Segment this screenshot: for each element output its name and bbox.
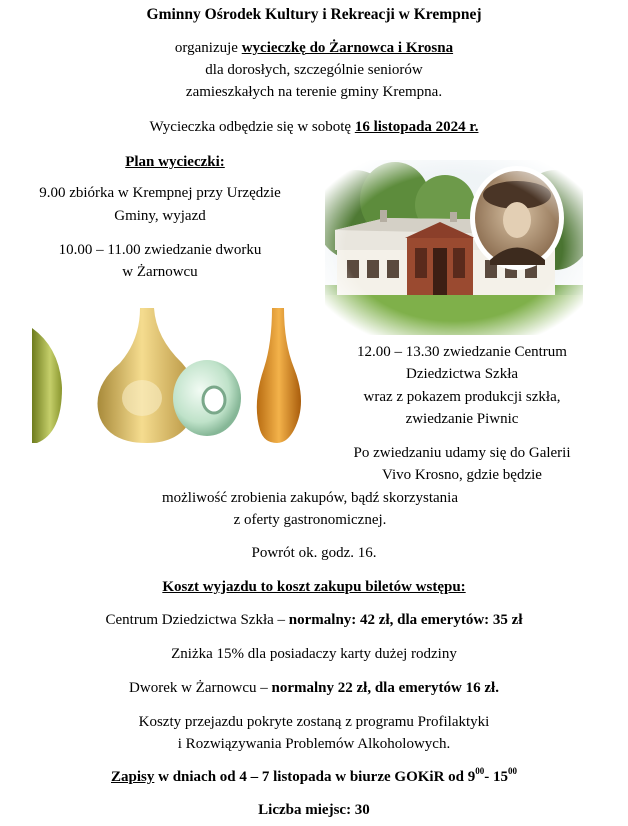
plan-item-2-line-2: w Żarnowcu bbox=[122, 264, 198, 280]
signup-details: w dniach od 4 – 7 listopada w biurze GOKiR od 9 bbox=[154, 769, 476, 785]
cost-manor-prices: normalny 22 zł, dla emerytów 16 zł. bbox=[271, 680, 499, 696]
cost-manor bbox=[0, 678, 628, 699]
plan-item-1-line-1: 9.00 zbiórka w Krempnej przy Urzędzie bbox=[39, 185, 281, 201]
plan-item-4-line-1: Po zwiedzaniu udamy się do Galerii bbox=[353, 445, 571, 461]
plan-item-3-line-4: zwiedzanie Piwnic bbox=[405, 411, 519, 427]
cost-glass-label: Centrum Dziedzictwa Szkła – bbox=[105, 612, 289, 628]
signup-line bbox=[0, 767, 628, 788]
places-count: Liczba miejsc: 30 bbox=[258, 802, 370, 818]
plan-item-3-line-1: 12.00 – 13.30 zwiedzanie Centrum bbox=[357, 344, 567, 360]
plan-item-4-line-4: z oferty gastronomicznej. bbox=[233, 512, 387, 528]
plan-item-4-line-3: możliwość zrobienia zakupów, bądź skorzystania bbox=[161, 490, 458, 506]
signup-dash: - 15 bbox=[484, 769, 508, 785]
manor-photo bbox=[325, 160, 583, 335]
return-time: Powrót ok. godz. 16. bbox=[251, 545, 377, 561]
transport-line-1: Koszty przejazdu pokryte zostaną z programu Profilaktyki bbox=[138, 714, 490, 730]
costs-heading: Koszt wyjazdu to koszt zakupu biletów wstępu: bbox=[162, 579, 466, 595]
cost-glass-centre bbox=[0, 610, 628, 631]
plan-heading: Plan wycieczki: bbox=[125, 154, 225, 170]
trip-date: 16 listopada 2024 r. bbox=[354, 119, 479, 135]
signup-word: Zapisy bbox=[111, 769, 155, 785]
plan-item-1-line-2: Gminy, wyjazd bbox=[114, 208, 206, 224]
plan-item-4-line-2: Vivo Krosno, gdzie będzie bbox=[382, 467, 542, 483]
cost-glass-prices: normalny: 42 zł, dla emerytów: 35 zł bbox=[288, 612, 523, 628]
signup-time-end-sup: 00 bbox=[508, 766, 517, 776]
cost-manor-label: Dworek w Żarnowcu – bbox=[129, 680, 272, 696]
intro-line-1 bbox=[0, 38, 628, 59]
family-card-discount: Zniżka 15% dla posiadaczy karty dużej rodziny bbox=[171, 646, 457, 662]
plan-item-3-line-3: wraz z pokazem produkcji szkła, bbox=[363, 389, 561, 405]
plan-item-2-line-1: 10.00 – 11.00 zwiedzanie dworku bbox=[58, 242, 262, 258]
transport-line-2: i Rozwiązywania Problemów Alkoholowych. bbox=[177, 736, 451, 752]
intro-line-2: dla dorosłych, szczególnie seniorów bbox=[205, 62, 423, 78]
glass-vases-photo bbox=[32, 308, 314, 443]
intro-line-3: zamieszkałych na terenie gminy Krempna. bbox=[185, 84, 443, 100]
signup-time-start-sup: 00 bbox=[475, 766, 485, 776]
plan-item-3-line-2: Dziedzictwa Szkła bbox=[405, 366, 519, 382]
date-prefix: Wycieczka odbędzie się w sobotę bbox=[149, 119, 355, 135]
trip-destination: wycieczkę do Żarnowca i Krosna bbox=[241, 40, 454, 56]
page-title: Gminny Ośrodek Kultury i Rekreacji w Krempnej bbox=[146, 6, 482, 23]
intro-prefix: organizuje bbox=[174, 40, 242, 56]
date-line bbox=[0, 117, 628, 138]
